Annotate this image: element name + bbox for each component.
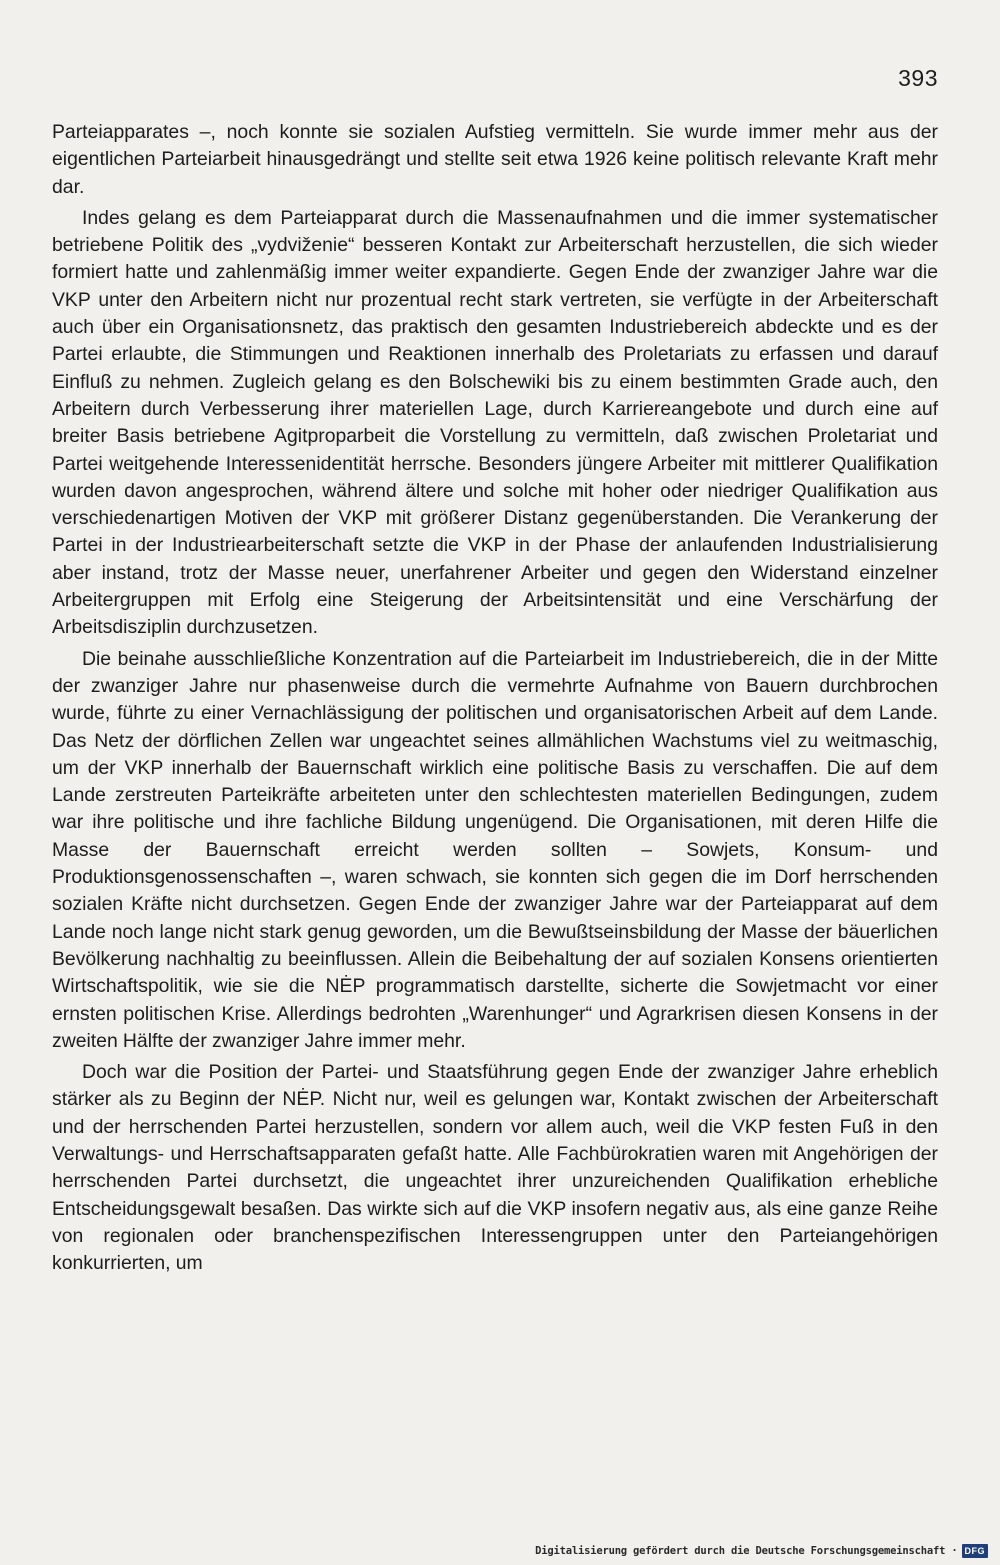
digitization-footer — [0, 1539, 1000, 1563]
page-number: 393 — [898, 65, 938, 91]
paragraph-2: Indes gelang es dem Parteiapparat durch die Massenaufnahmen und die immer systematischer betriebene Politik des „vydviženie“ besseren Kontakt zur Arbeiterschaft herzustellen, die sich wieder formiert hatte und zahlenmäßig immer weiter expandierte. Gegen Ende der zwanziger Jahre war die VKP unter den Arbeitern nicht nur prozentual recht stark vertreten, sie verfügte in der Arbeiterschaft auch über ein Organisationsnetz, das praktisch den gesamten Industriebereich abdeckte und es der Partei erlaubte, die Stimmungen und Reaktionen innerhalb des Proletariats zu erfassen und darauf Einfluß zu nehmen. Zugleich gelang es den Bolschewiki bis zu einem bestimmten Grade auch, den Arbeitern durch Verbesserung ihrer materiellen Lage, durch Karriereangebote und durch eine auf breiter Basis betriebene Agitproparbeit die Vorstellung zu vermitteln, daß zwischen Proletariat und Partei weitgehende Interessenidentität herrsche. Besonders jüngere Arbeiter mit mittlerer Qualifikation wurden davon angesprochen, während ältere und solche mit hoher oder niedriger Qualifikation aus verschiedenartigen Motiven der VKP mit größerer Distanz gegenüberstanden. Die Verankerung der Partei in der Industriearbeiterschaft setzte die VKP in der Phase der anlaufenden Industrialisierung aber instand, trotz der Masse neuer, unerfahrener Arbeiter und gegen den Widerstand einzelner Arbeitergruppen mit Erfolg eine Steigerung der Arbeitsintensität und eine Verschärfung der Arbeitsdisziplin durchzusetzen. — [52, 206, 938, 639]
paragraph-4: Doch war die Position der Partei- und Staatsführung gegen Ende der zwanziger Jahre erheblich stärker als zu Beginn der NĖP. Nicht nur, weil es gelungen war, Kontakt zwischen der Arbeiterschaft und der herrschenden Partei herzustellen, sondern vor allem auch, weil die VKP festen Fuß in den Verwaltungs- und Herrschaftsapparaten gefaßt hatte. Alle Fachbürokratien waren mit Angehörigen der herrschenden Partei durchsetzt, die ungeachtet ihrer unzureichenden Qualifikation erhebliche Entscheidungsgewalt besaßen. Das wirkte sich auf die VKP insofern negativ aus, als eine ganze Reihe von regionalen oder branchenspezifischen Interessengruppen unter den Parteiangehörigen konkurrierten, um — [52, 1061, 938, 1275]
paragraph-1: Parteiapparates –, noch konnte sie sozialen Aufstieg vermitteln. Sie wurde immer mehr aus der eigentlichen Parteiarbeit hinausgedrängt und stellte seit etwa 1926 keine politisch relevante Kraft mehr dar. — [52, 121, 938, 198]
dfg-logo-icon: DFG — [962, 1544, 989, 1558]
paragraph-3: Die beinahe ausschließliche Konzentration auf die Parteiarbeit im Industriebereich, die in der Mitte der zwanziger Jahre nur phasenweise durch die vermehrte Aufnahme von Bauern durchbrochen wurde, führte zu einer Vernachlässigung der politischen und organisatorischen Arbeit auf dem Lande. Das Netz der dörflichen Zellen war ungeachtet seines allmählichen Wachstums viel zu weitmaschig, um der VKP innerhalb der Bauernschaft wirklich eine politische Basis zu verschaffen. Die auf dem Lande zerstreuten Parteikräfte arbeiteten unter den schlechtesten materiellen Bedingungen, zudem war ihre politische und ihre fachliche Bildung ungenügend. Die Organisationen, mit deren Hilfe die Masse der Bauernschaft erreicht werden sollten – Sowjets, Konsum- und Produktionsgenossenschaften –, waren schwach, sie konnten sich gegen die im Dorf herrschenden sozialen Kräfte nicht durchsetzen. Gegen Ende der zwanziger Jahre war der Parteiapparat auf dem Lande noch lange nicht stark genug geworden, um die Bewußtseinsbildung der Masse der bäuerlichen Bevölkerung nachhaltig zu beeinflussen. Allein die Beibehaltung der auf sozialen Konsens orientierten Wirtschaftspolitik, wie sie die NĖP programmatisch darstellte, sicherte die Sowjetmacht vor einer ernsten politischen Krise. Allerdings bedrohten „Warenhunger“ und Agrarkrisen diesen Konsens in der zweiten Hälfte der zwanziger Jahre immer mehr. — [52, 647, 938, 1052]
body-text — [52, 119, 938, 1281]
footer-credit: Digitalisierung gefördert durch die Deutsche Forschungsgemeinschaft · — [535, 1545, 958, 1557]
